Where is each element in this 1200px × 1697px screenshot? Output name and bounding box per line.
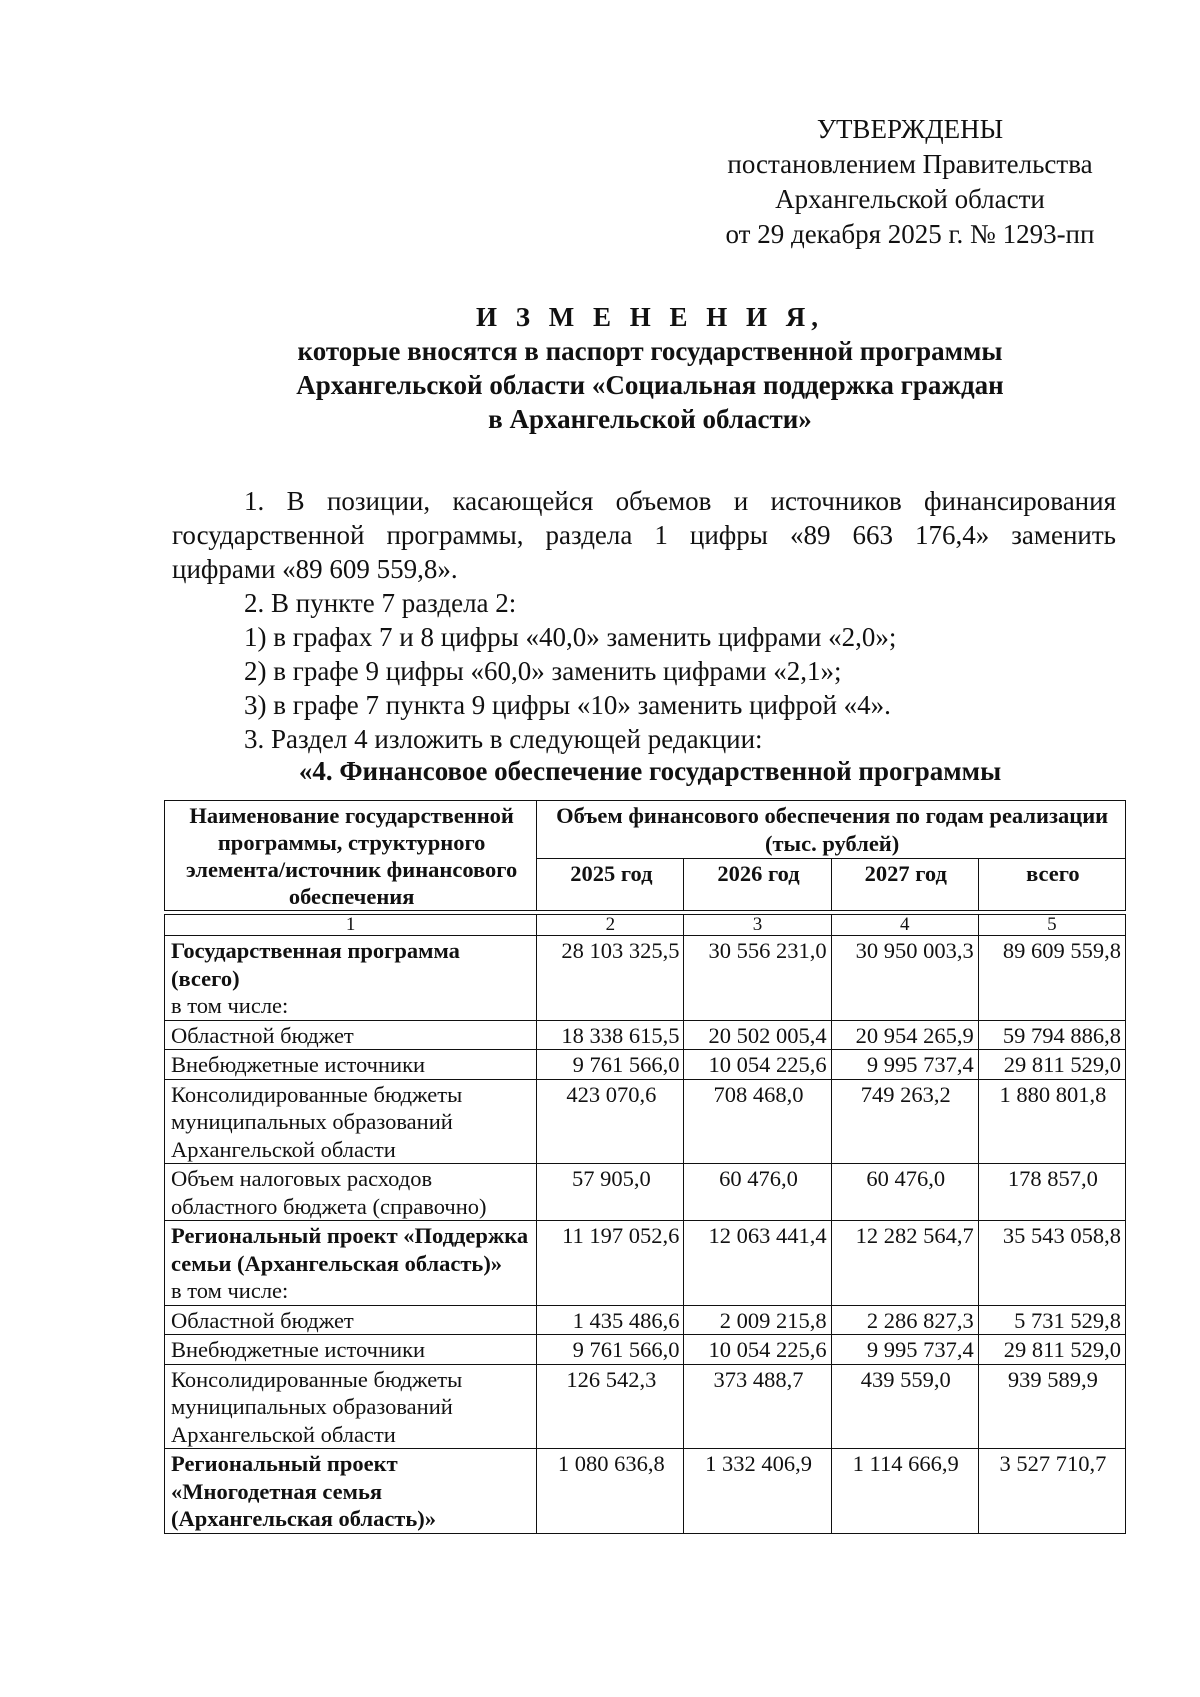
row-value-cell: 28 103 325,5 [537, 936, 684, 1021]
paragraph-3: 3. Раздел 4 изложить в следующей редакции: [244, 724, 763, 754]
row-value-cell: 35 543 058,8 [978, 1221, 1125, 1306]
row-sublabel: в том числе: [171, 1278, 289, 1303]
title-heading: И З М Е Н Е Н И Я, [475, 302, 824, 332]
row-value-cell: 12 063 441,4 [684, 1221, 831, 1306]
table-row [165, 1449, 1126, 1534]
approval-line-1: УТВЕРЖДЕНЫ [816, 114, 1004, 144]
row-value-cell: 178 857,0 [978, 1164, 1125, 1221]
paragraph-1-line-1: 1. В позиции, касающейся объемов и источников финансирования [244, 486, 1116, 516]
row-label-cell [165, 1364, 537, 1449]
title-line-3: в Архангельской области» [488, 404, 812, 434]
row-label-cell [165, 1079, 537, 1164]
table-row [165, 936, 1126, 1021]
paragraph-1-line-2: государственной программы, раздела 1 цифры «89 663 176,4» заменить [172, 520, 1116, 550]
row-label-cell [165, 1335, 537, 1365]
row-value-cell: 1 435 486,6 [537, 1305, 684, 1335]
row-value-cell: 12 282 564,7 [831, 1221, 978, 1306]
row-value-cell: 939 589,9 [978, 1364, 1125, 1449]
header-volume-cell: Объем финансового обеспечения по годам реализации (тыс. рублей) [537, 801, 1126, 859]
row-value-cell: 30 950 003,3 [831, 936, 978, 1021]
row-label: Внебюджетные источники [171, 1337, 426, 1362]
row-value-cell: 89 609 559,8 [978, 936, 1125, 1021]
table-row [165, 1020, 1126, 1050]
row-value-cell: 749 263,2 [831, 1079, 978, 1164]
row-value-cell: 423 070,6 [537, 1079, 684, 1164]
table-row [165, 1221, 1126, 1306]
row-value-cell: 5 731 529,8 [978, 1305, 1125, 1335]
row-label-cell [165, 1305, 537, 1335]
header-year-2025: 2025 год [537, 859, 684, 911]
financing-table [164, 800, 1126, 1534]
row-label-cell [165, 936, 537, 1021]
row-value-cell: 59 794 886,8 [978, 1020, 1125, 1050]
row-value-cell: 1 080 636,8 [537, 1449, 684, 1534]
row-value-cell: 9 761 566,0 [537, 1335, 684, 1365]
row-value-cell: 126 542,3 [537, 1364, 684, 1449]
paragraph-2-item-2: 2) в графе 9 цифры «60,0» заменить цифрами «2,1»; [244, 656, 842, 686]
row-value-cell: 29 811 529,0 [978, 1335, 1125, 1365]
row-value-cell: 60 476,0 [684, 1164, 831, 1221]
row-label: Консолидированные бюджеты муниципальных образований Архангельской области [171, 1081, 463, 1162]
col-index-1: 1 [165, 915, 537, 936]
row-value-cell: 1 880 801,8 [978, 1079, 1125, 1164]
row-value-cell: 10 054 225,6 [684, 1050, 831, 1080]
row-label-cell [165, 1020, 537, 1050]
table-row [165, 1335, 1126, 1365]
row-label: Объем налоговых расходов областного бюджета (справочно) [171, 1166, 487, 1219]
row-value-cell: 30 556 231,0 [684, 936, 831, 1021]
paragraph-2-item-1: 1) в графах 7 и 8 цифры «40,0» заменить цифрами «2,0»; [244, 622, 897, 652]
row-sublabel: в том числе: [171, 993, 289, 1018]
row-label-cell [165, 1449, 537, 1534]
row-value-cell: 9 761 566,0 [537, 1050, 684, 1080]
header-year-2026: 2026 год [684, 859, 831, 911]
row-value-cell: 2 009 215,8 [684, 1305, 831, 1335]
row-value-cell: 57 905,0 [537, 1164, 684, 1221]
row-value-cell: 1 114 666,9 [831, 1449, 978, 1534]
row-value-cell: 708 468,0 [684, 1079, 831, 1164]
paragraph-2-item-3: 3) в графе 7 пункта 9 цифры «10» заменить цифрой «4». [244, 690, 891, 720]
table-row [165, 1050, 1126, 1080]
approval-stamp [690, 112, 1130, 252]
row-value-cell: 9 995 737,4 [831, 1050, 978, 1080]
paragraph-1-line-3: цифрами «89 609 559,8». [172, 554, 458, 584]
row-value-cell: 439 559,0 [831, 1364, 978, 1449]
row-value-cell: 3 527 710,7 [978, 1449, 1125, 1534]
table-header-row-1 [165, 801, 1126, 859]
row-value-cell: 373 488,7 [684, 1364, 831, 1449]
title-line-2: Архангельской области «Социальная поддержка граждан [296, 370, 1004, 400]
row-label: Областной бюджет [171, 1022, 354, 1048]
row-value-cell: 1 332 406,9 [684, 1449, 831, 1534]
table-row [165, 1305, 1126, 1335]
table-row [165, 1164, 1126, 1221]
row-value-cell: 9 995 737,4 [831, 1335, 978, 1365]
row-label: Консолидированные бюджеты муниципальных образований Архангельской области [171, 1366, 463, 1447]
title-line-1: которые вносятся в паспорт государственной программы [297, 336, 1003, 366]
row-label: Областной бюджет [171, 1307, 354, 1333]
col-index-3: 3 [684, 915, 831, 936]
table-row [165, 1079, 1126, 1164]
row-value-cell: 2 286 827,3 [831, 1305, 978, 1335]
row-value-cell: 29 811 529,0 [978, 1050, 1125, 1080]
approval-line-2: постановлением Правительства [727, 149, 1093, 179]
approval-line-3: Архангельской области [775, 184, 1045, 214]
col-index-5: 5 [978, 915, 1125, 936]
header-name-cell: Наименование государственной программы, структурного элемента/источник финансового обеспечения [165, 801, 537, 911]
col-index-2: 2 [537, 915, 684, 936]
col-index-4: 4 [831, 915, 978, 936]
table-row [165, 1364, 1126, 1449]
row-label: Государственная программа (всего) [171, 938, 460, 991]
row-label-cell [165, 1221, 537, 1306]
section-title: «4. Финансовое обеспечение государственной программы [298, 756, 1002, 786]
row-label-cell [165, 1164, 537, 1221]
row-value-cell: 10 054 225,6 [684, 1335, 831, 1365]
row-label-cell [165, 1050, 537, 1080]
approval-line-4: от 29 декабря 2025 г. № 1293-пп [725, 219, 1095, 249]
paragraph-2: 2. В пункте 7 раздела 2: [244, 588, 517, 618]
document-title [160, 300, 1140, 436]
row-value-cell: 11 197 052,6 [537, 1221, 684, 1306]
row-label: Региональный проект «Многодетная семья (Архангельская область)» [171, 1451, 437, 1531]
body-text [172, 484, 1116, 756]
header-total: всего [978, 859, 1125, 911]
row-value-cell: 18 338 615,5 [537, 1020, 684, 1050]
table-index-row [165, 915, 1126, 936]
row-value-cell: 20 954 265,9 [831, 1020, 978, 1050]
row-label: Региональный проект «Поддержка семьи (Архангельская область)» [171, 1223, 529, 1276]
row-label: Внебюджетные источники [171, 1052, 426, 1077]
header-year-2027: 2027 год [831, 859, 978, 911]
row-value-cell: 60 476,0 [831, 1164, 978, 1221]
row-value-cell: 20 502 005,4 [684, 1020, 831, 1050]
